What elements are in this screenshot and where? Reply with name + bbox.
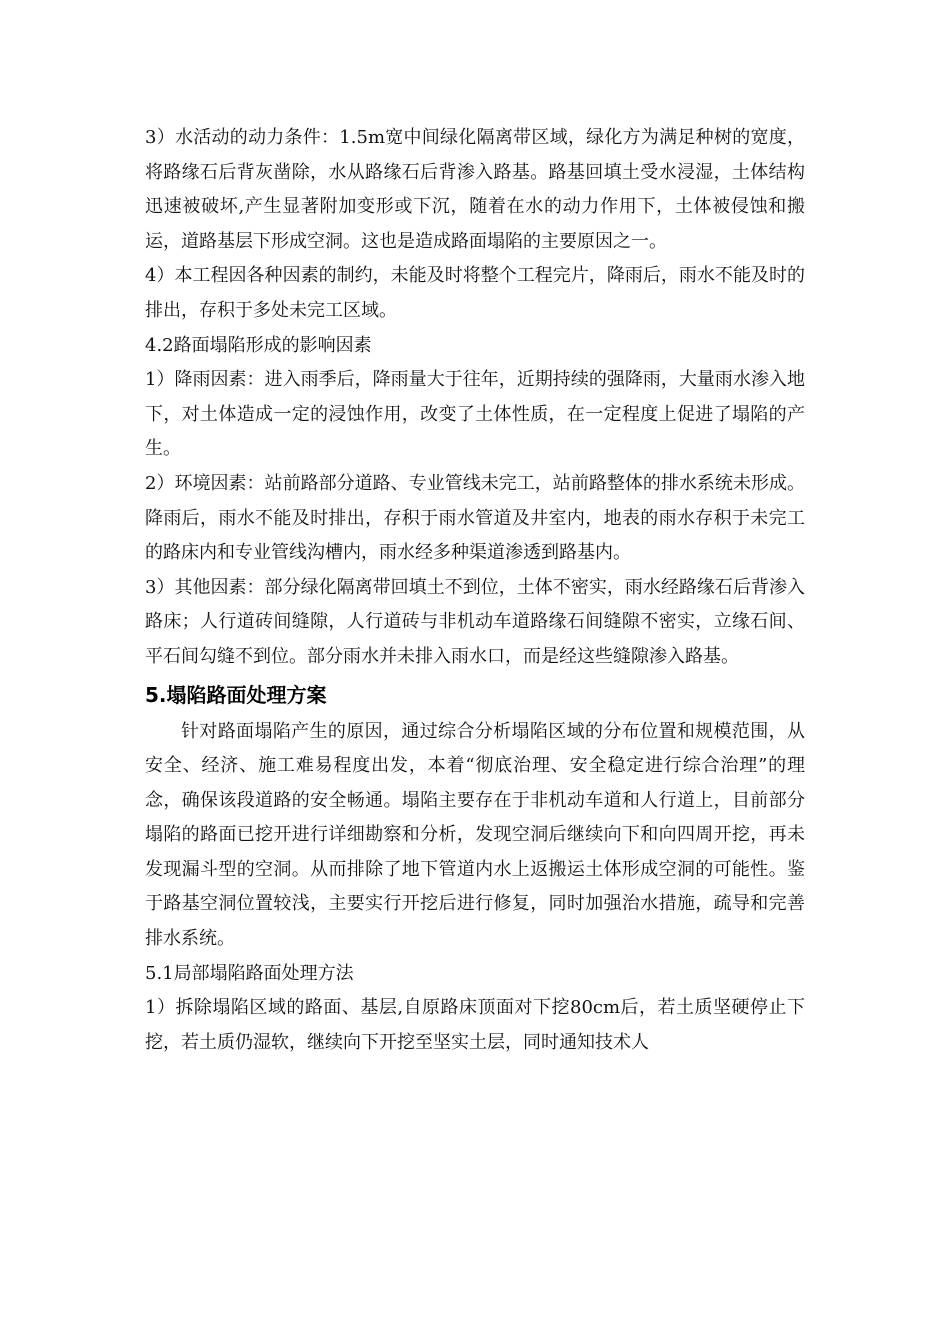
- paragraph-treatment-plan: 针对路面塌陷产生的原因，通过综合分析塌陷区域的分布位置和规模范围，从安全、经济、施工难易程度出发，本着“彻底治理、安全稳定进行综合治理”的理念，确保该段道路的安全畅通。塌陷主要存在于非机动车道和人行道上，目前部分塌陷的路面已挖开进行详细勘察和分析，发现空洞后继续向下和向四周开挖，再未发现漏斗型的空洞。从而排除了地下管道内水上返搬运土体形成空洞的可能性。鉴于路基空洞位置较浅，主要实行开挖后进行修复，同时加强治水措施，疏导和完善排水系统。: [145, 720, 805, 950]
- document-page: [145, 121, 805, 1060]
- paragraph-environment-factor: 2）环境因素：站前路部分道路、专业管线未完工，站前路整体的排水系统未形成。降雨后，雨水不能及时排出，存积于雨水管道及井室内，地表的雨水存积于未完工的路床内和专业管线沟槽内，雨水经多种渠道渗透到路基内。: [145, 472, 805, 564]
- section-heading-4-2: 4.2路面塌陷形成的影响因素: [145, 334, 372, 356]
- paragraph-other-factors: 3）其他因素：部分绿化隔离带回填土不到位，土体不密实，雨水经路缘石后背渗入路床；人行道砖间缝隙，人行道砖与非机动车道路缘石间缝隙不密实，立缘石间、平石间勾缝不到位。部分雨水并未排入雨水口，而是经这些缝隙渗入路基。: [145, 576, 805, 667]
- section-heading-5-1: 5.1局部塌陷路面处理方法: [145, 962, 354, 984]
- section-heading-5: 5.塌陷路面处理方案: [145, 682, 327, 707]
- paragraph-removal-step: 1）拆除塌陷区域的路面、基层,自原路床顶面对下挖80cm后，若土质坚硬停止下挖，若土质仍湿软，继续向下开挖至坚实土层，同时通知技术人: [145, 997, 805, 1053]
- paragraph-incomplete-project: 4）本工程因各种因素的制约，未能及时将整个工程完片，降雨后，雨水不能及时的排出，存积于多处未完工区域。: [145, 265, 805, 321]
- paragraph-rainfall-factor: 1）降雨因素：进入雨季后，降雨量大于往年，近期持续的强降雨，大量雨水渗入地下，对土体造成一定的浸蚀作用，改变了土体性质，在一定程度上促进了塌陷的产生。: [145, 369, 805, 460]
- paragraph-water-dynamics: 3）水活动的动力条件：1.5m宽中间绿化隔离带区域，绿化方为满足种树的宽度，将路缘石后背灰凿除，水从路缘石后背渗入路基。路基回填土受水浸湿，土体结构迅速被破坏,产生显著附加变形或下沉，随着在水的动力作用下，土体被侵蚀和搬运，道路基层下形成空洞。这也是造成路面塌陷的主要原因之一。: [145, 127, 805, 252]
